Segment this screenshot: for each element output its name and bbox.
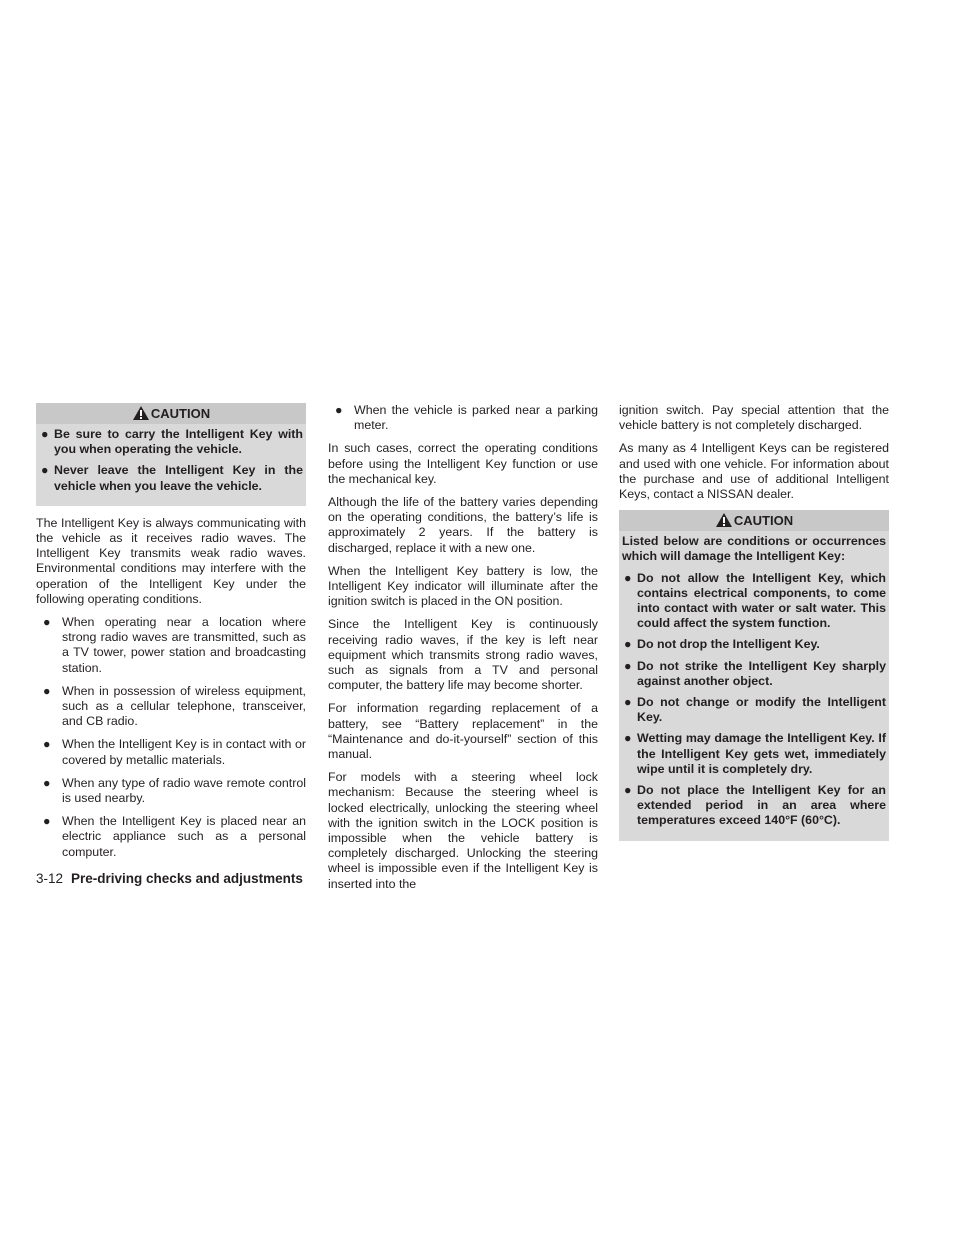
caution-item: ● Do not strike the Intelligent Key sharply against another object. (624, 658, 886, 688)
caution-item: ● Wetting may damage the Intelligent Key. If the Intelligent Key gets wet, immediately wipe until it is completely dry. (624, 731, 886, 776)
page-number: 3-12 (36, 871, 64, 886)
list-item: ● When operating near a location where strong radio waves are transmitted, such as a TV tower, power station and broadcasting station. (43, 615, 306, 675)
caution-intro: Listed below are conditions or occurrences which will damage the Intelligent Key: (622, 534, 886, 564)
caution-item: ● Do not change or modify the Intelligent Key. (624, 695, 886, 725)
body-paragraph: For models with a steering wheel lock mechanism: Because the steering wheel is locked electrically, unlocking the steering wheel with the ignition switch in the LOCK position is impossible when the vehicle battery is completely discharged. Unlocking the steering wheel is impossible even if the Intelligent Key is inserted into the (328, 770, 598, 891)
caution-item: ● Never leave the Intelligent Key in the vehicle when you leave the vehicle. (41, 463, 303, 493)
warning-icon (715, 512, 733, 528)
caution-item: ● Do not allow the Intelligent Key, which contains electrical components, to come into contact with water or salt water. This could affect the system function. (624, 570, 886, 631)
body-paragraph: ignition switch. Pay special attention that the vehicle battery is not completely discharged. (619, 403, 889, 433)
caution-item: ● Do not place the Intelligent Key for an extended period in an area where temperatures exceed 140°F (60°C). (624, 783, 886, 828)
body-paragraph: Since the Intelligent Key is continuously receiving radio waves, if the key is left near equipment which transmits strong radio waves, such as signals from a TV and personal computer, the battery life may become shorter. (328, 617, 598, 693)
caution-title: CAUTION (150, 406, 211, 421)
caution-box-1 (36, 403, 306, 506)
caution-header (36, 403, 306, 424)
caution-box-2 (619, 510, 889, 840)
column-3 (619, 403, 889, 851)
section-title: Pre-driving checks and adjustments (71, 871, 303, 886)
caution-title: CAUTION (733, 513, 794, 529)
caution-item: ● Be sure to carry the Intelligent Key with you when operating the vehicle. (41, 427, 303, 457)
body-paragraph: The Intelligent Key is always communicating with the vehicle as it receives radio waves. The Intelligent Key transmits weak radio waves. Environmental conditions may interfere with the operation of the Intelligent Key under the following operating conditions. (36, 515, 306, 606)
list-item: ● When the Intelligent Key is in contact with or covered by metallic materials. (43, 737, 306, 767)
body-paragraph: For information regarding replacement of a battery, see “Battery replacement” in the “Maintenance and do-it-yourself” section of this manual. (328, 701, 598, 762)
list-item: ● When any type of radio wave remote control is used nearby. (43, 775, 306, 806)
list-item: ● When the Intelligent Key is placed near an electric appliance such as a personal computer. (43, 814, 306, 859)
page-footer (36, 871, 303, 886)
body-paragraph: As many as 4 Intelligent Keys can be registered and used with one vehicle. For information about the purchase and use of additional Intelligent Keys, contact a NISSAN dealer. (619, 441, 889, 502)
body-paragraph: Although the life of the battery varies depending on the operating conditions, the battery’s life is approximately 2 years. If the battery is discharged, replace it with a new one. (328, 495, 598, 555)
caution-item: ● Do not drop the Intelligent Key. (624, 637, 820, 652)
body-paragraph: When the Intelligent Key battery is low, the Intelligent Key indicator will illuminate after the ignition switch is placed in the ON position. (328, 563, 598, 609)
list-item: ● When the vehicle is parked near a parking meter. (335, 403, 598, 433)
column-1 (36, 403, 306, 868)
caution-header (619, 510, 889, 531)
column-2 (328, 403, 598, 900)
body-paragraph: In such cases, correct the operating conditions before using the Intelligent Key function or use the mechanical key. (328, 441, 598, 486)
list-item: ● When in possession of wireless equipment, such as a cellular telephone, transceiver, and CB radio. (43, 683, 306, 729)
warning-icon (132, 405, 150, 421)
